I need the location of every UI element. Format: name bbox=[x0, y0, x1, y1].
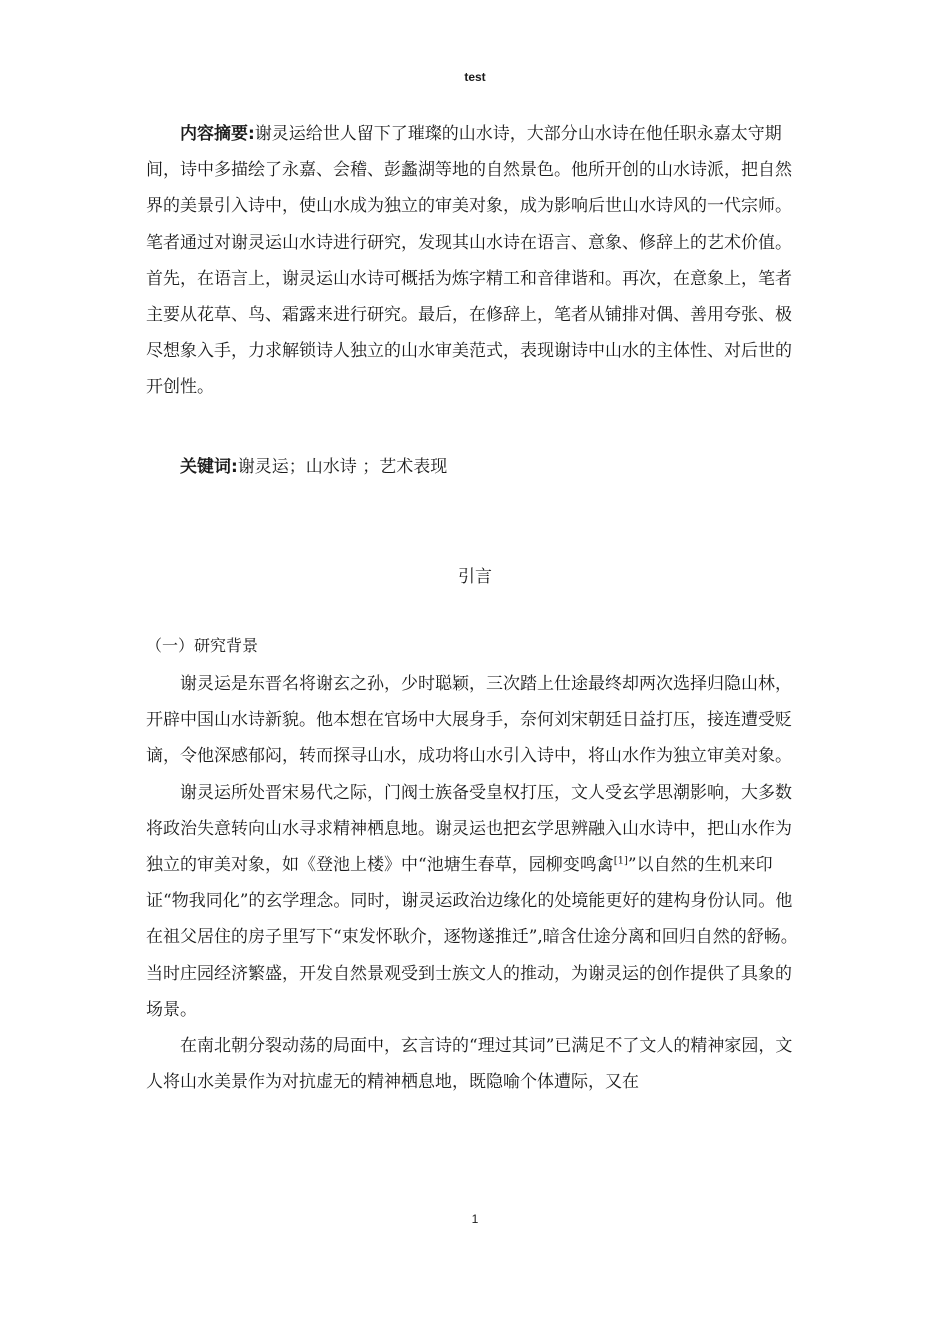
main-body bbox=[146, 666, 808, 1100]
body-paragraph-3: 在南北朝分裂动荡的局面中，玄言诗的“理过其词”已满足不了文人的精神家园，文人将山水美景作为对抗虚无的精神栖息地，既隐喻个体遭际，又在 bbox=[146, 1036, 793, 1093]
abstract-label: 内容摘要 bbox=[180, 124, 248, 144]
keywords-colon: : bbox=[231, 457, 238, 477]
abstract-colon: : bbox=[248, 124, 255, 144]
section-subheading: （一）研究背景 bbox=[146, 636, 259, 655]
abstract-paragraph bbox=[146, 116, 808, 406]
body-paragraph-2-part-1: 谢灵运所处晋宋易代之际，门阀士族备受皇权打压，文人受玄学思潮影响，大多数将政治失意转向山水寻求精神栖息地。谢灵运也把玄学思辨融入山水诗中，把山水作为独立的审美对象，如《登池上楼》中“池塘生春草，园柳变鸣禽 bbox=[146, 782, 792, 876]
abstract-text: 谢灵运给世人留下了璀璨的山水诗，大部分山水诗在他任职永嘉太守期间，诗中多描绘了永嘉、会稽、彭蠡湖等地的自然景色。他所开创的山水诗派，把自然界的美景引入诗中，使山水成为独立的审美对象，成为影响后世山水诗风的一代宗师。笔者通过对谢灵运山水诗进行研究，发现其山水诗在语言、意象、修辞上的艺术价值。首先，在语言上，谢灵运山水诗可概括为炼字精工和音律谐和。再次，在意象上，笔者主要从花草、鸟、霜露来进行研究。最后，在修辞上，笔者从铺排对偶、善用夸张、极尽想象入手，力求解锁诗人独立的山水审美范式，表现谢诗中山水的主体性、对后世的开创性。 bbox=[146, 124, 792, 398]
body-paragraph-2 bbox=[146, 775, 808, 1028]
keywords-text: 谢灵运；山水诗 ；艺术表现 bbox=[237, 457, 448, 477]
page-header: test bbox=[464, 70, 486, 84]
footnote-reference[interactable]: [1] bbox=[613, 855, 628, 867]
body-paragraph-2-part-2: ”以自然的生机来印证“物我同化”的玄学理念。同时，谢灵运政治边缘化的处境能更好的建构身份认同。他在祖父居住的房子里写下“束发怀耿介，逐物遂推迁”,暗含仕途分离和回归自然的舒畅。当时庄园经济繁盛，开发自然景观受到士族文人的推动，为谢灵运的创作提供了具象的场景。 bbox=[146, 855, 798, 1020]
body-paragraph-1: 谢灵运是东晋名将谢玄之孙，少时聪颖，三次踏上仕途最终却两次选择归隐山林，开辟中国山水诗新貌。他本想在官场中大展身手，奈何刘宋朝廷日益打压，接连遭受贬谪，令他深感郁闷，转而探寻山水，成功将山水引入诗中，将山水作为独立审美对象。 bbox=[146, 674, 792, 767]
keywords-label: 关键词 bbox=[180, 457, 231, 477]
section-title: 引言 bbox=[458, 567, 492, 587]
keywords-paragraph bbox=[146, 449, 808, 485]
page-number: 1 bbox=[471, 1212, 479, 1226]
